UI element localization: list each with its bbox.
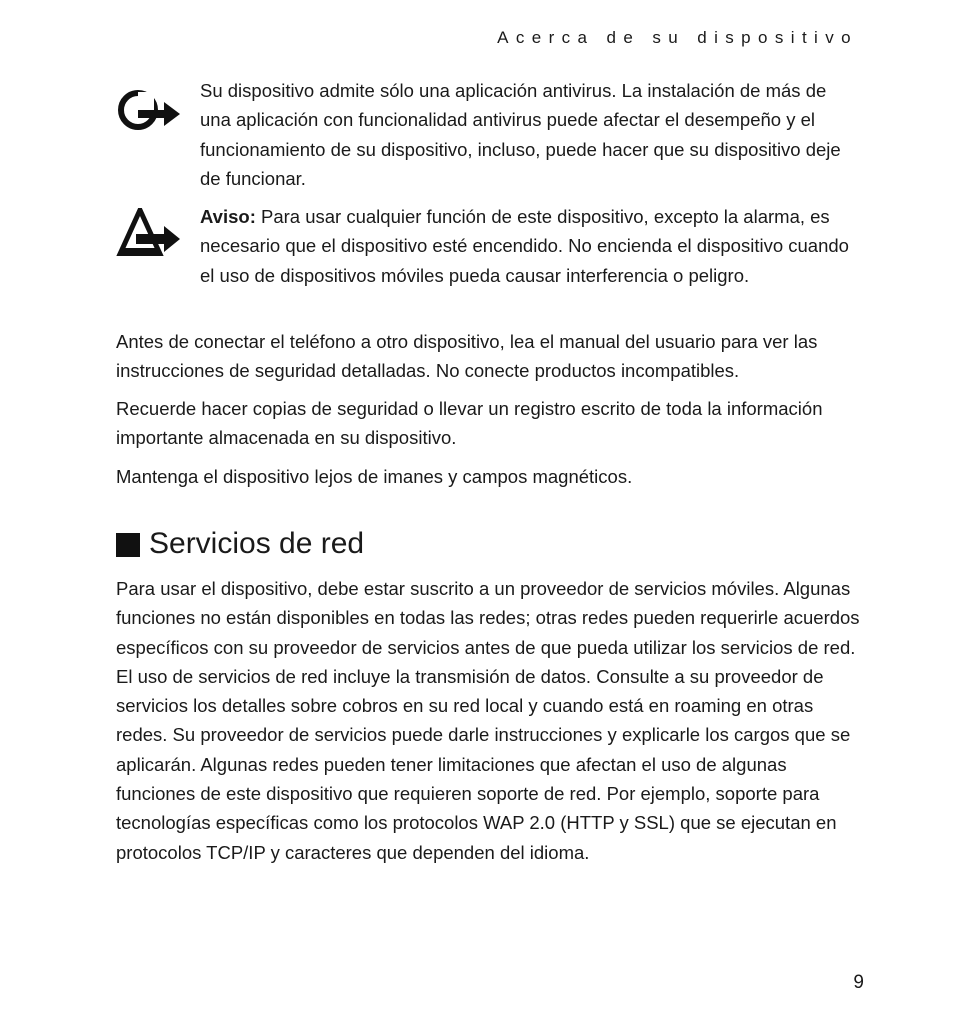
note-text: Su dispositivo admite sólo una aplicación antivirus. La instalación de más de una aplicación con funcionalidad antivirus puede afectar el desempeño y el funcionamiento de su dispositivo, incluso, puede hacer que su dispositivo deje de funcionar. bbox=[200, 80, 841, 189]
note-warning bbox=[116, 202, 866, 322]
note-icon bbox=[116, 88, 180, 136]
note-text bbox=[200, 202, 862, 290]
note-antivirus bbox=[116, 76, 866, 196]
paragraph-connect: Antes de conectar el teléfono a otro dispositivo, lea el manual del usuario para ver las instrucciones de seguridad detalladas. No conecte productos incompatibles. bbox=[116, 331, 818, 382]
warning-text: Para usar cualquier función de este dispositivo, excepto la alarma, es necesario que el dispositivo esté encendido. No encienda el dispositivo cuando el uso de dispositivos móviles pueda causar interferencia o peligro. bbox=[200, 206, 849, 286]
section-title: Servicios de red bbox=[149, 527, 365, 560]
warning-icon bbox=[116, 208, 180, 256]
paragraph-magnets: Mantenga el dispositivo lejos de imanes y campos magnéticos. bbox=[116, 466, 633, 487]
heading-bullet-icon bbox=[116, 533, 140, 557]
section-body: Para usar el dispositivo, debe estar suscrito a un proveedor de servicios móviles. Algunas funciones no están disponibles en todas las redes; otras redes pueden requerirle acuerdos específicos con su proveedor de servicios antes de que pueda utilizar los servicios de red. El uso de servicios de red incluye la transmisión de datos. Consulte a su proveedor de servicios los detalles sobre cobros en su red local y cuando está en roaming en otras redes. Su proveedor de servicios puede darle instrucciones y explicarle los cargos que se aplicarán. Algunas redes pueden tener limitaciones que afectan el uso de algunas funciones de este dispositivo que requieren soporte de red. Por ejemplo, soporte para tecnologías específicas como los protocolos WAP 2.0 (HTTP y SSL) que se ejecutan en protocolos TCP/IP y caracteres que dependen del idioma. bbox=[116, 578, 860, 863]
running-header: Acerca de su dispositivo bbox=[497, 28, 858, 47]
paragraph-backup: Recuerde hacer copias de seguridad o llevar un registro escrito de toda la información importante almacenada en su dispositivo. bbox=[116, 398, 823, 449]
warning-label: Aviso: bbox=[200, 206, 256, 227]
page-number: 9 bbox=[853, 972, 864, 993]
section-heading bbox=[116, 522, 364, 566]
